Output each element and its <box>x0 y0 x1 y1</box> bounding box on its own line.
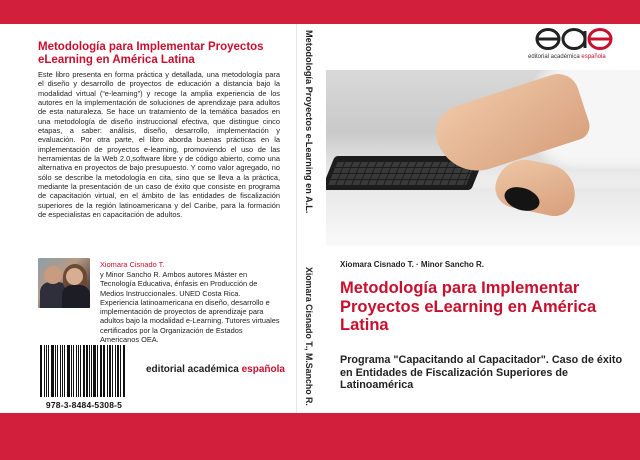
author-bio: y Minor Sancho R. Ambos autores Máster en Tecnología Educativa, énfasis en Producción de Medios Instruccionales. UNED Costa Rica. Experiencia latinoamericana en diseño, desarrollo e implementación de proyectos de aprendizaje para adultos bajo la modalidad e-Learning. Tutores virtuales certificados por la Organización de Estados Americanos OEA. <box>100 270 280 345</box>
back-cover-description: Este libro presenta en forma práctica y detallada, una metodología para el diseño y desarrollo de proyectos de educación a distancia bajo la modalidad virtual (“e-learning”) y recoge la amplia experiencia de los autores en la implementación de soluciones de aprendizaje para adultos de esta naturaleza. Se hace un tratamiento de la temática basados en una metodología de diseño instruccional efectiva, que distingue cinco etapas, a saber: análisis, diseño, desarrollo, implementación y evaluación. Por otra parte, el libro aborda buenas prácticas en la implementación de proyectos e-learning, promoviendo el uso de las herramientas de la Web 2.0,software libre y de código abierto, como una alternativa en proyectos de bajo presupuesto. Y como valor agregado, no sólo se describe la metodología en cita, sino que se lleva a la práctica, mediante la presentación de un caso de éxito que consiste en programa de capacitación virtual, en el ámbito de las entidades de fiscalización superiores de la región latinoamericana y del Caribe, para la formación de especialistas en capacitación de adultos. <box>38 70 280 220</box>
front-title: Metodología para Implementar Proyectos eLearning en América Latina <box>340 279 597 335</box>
front-authors: Xiomara Cisnado T. · Minor Sancho R. <box>340 260 485 269</box>
publisher-name-main: editorial académica <box>146 364 242 375</box>
logo-text-main: editorial académica <box>528 54 582 60</box>
logo-text <box>528 54 606 60</box>
top-red-band <box>0 0 640 24</box>
spine-authors: Xiomara Cisnado T., M.Sancho R. <box>304 267 314 406</box>
logo-text-accent: española <box>581 54 606 60</box>
publisher-logo <box>526 24 638 70</box>
bottom-red-band <box>0 413 640 460</box>
publisher-name-back <box>146 364 285 375</box>
spine <box>296 24 328 413</box>
author-name: Xiomara Cisnado T. <box>100 260 165 269</box>
front-cover <box>326 24 640 413</box>
eae-logo-icon <box>534 26 614 52</box>
publisher-name-accent: española <box>241 364 285 375</box>
spine-title: Metodología Proyectos e-Learning en A.L. <box>304 30 314 214</box>
barcode-icon <box>40 345 126 397</box>
cover-photo-keyboard-hands <box>326 70 640 246</box>
back-cover-title: Metodología para Implementar Proyectos eLearning en América Latina <box>38 41 264 66</box>
isbn-barcode <box>38 343 128 411</box>
back-cover <box>0 24 296 413</box>
front-subtitle: Programa "Capacitando al Capacitador". Caso de éxito en Entidades de Fiscalización Superiores de Latinoamérica <box>340 354 623 391</box>
isbn-number: 978-3-8484-5308-5 <box>45 400 123 410</box>
author-photo <box>38 258 90 308</box>
